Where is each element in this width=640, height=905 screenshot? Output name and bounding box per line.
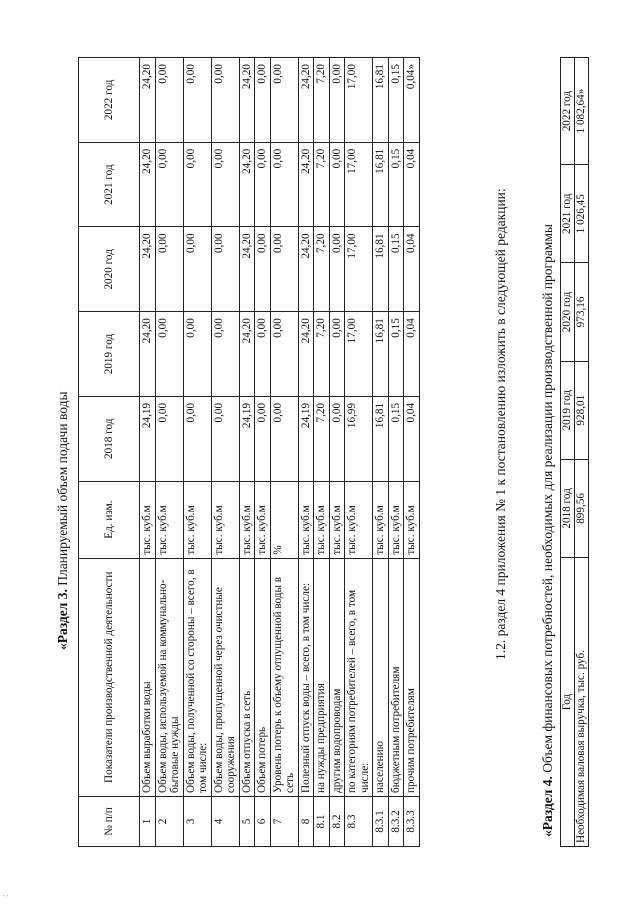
row-unit: тыс. куб.м <box>183 481 211 558</box>
row-number: 8.3.3 <box>404 796 420 846</box>
row-value: 24,20 <box>298 312 314 397</box>
row-value: 0,00 <box>270 227 298 312</box>
row-value: 0,00 <box>183 396 211 481</box>
row-value: 7,20 <box>314 396 330 481</box>
row-indicator: Объем воды, пропущенной через очистные сооружения <box>211 558 239 796</box>
row-unit: тыс. куб.м <box>140 481 156 558</box>
row-value: 17,00 <box>345 142 373 227</box>
section3-table-body <box>140 58 420 847</box>
row-value: 0,15 <box>388 142 404 227</box>
section4-year: 2019 год <box>561 361 575 459</box>
section3-row <box>298 58 314 847</box>
row-unit: тыс. куб.м <box>404 481 420 558</box>
section3-row <box>404 58 420 847</box>
row-number: 8.2 <box>329 796 345 846</box>
row-value: 0,00 <box>183 227 211 312</box>
row-value: 0,00 <box>211 396 239 481</box>
section3-title-text: Планируемый объем подачи воды <box>55 391 70 590</box>
row-value: 7,20 <box>314 142 330 227</box>
row-indicator: населению <box>373 558 389 796</box>
section3-row <box>314 58 330 847</box>
header-2020: 2020 год <box>79 227 140 312</box>
row-value: 0,04 <box>404 142 420 227</box>
section4-value: 1 082,64» <box>575 58 589 165</box>
section4-title <box>540 224 556 837</box>
row-unit: тыс. куб.м <box>211 481 239 558</box>
section4-year: 2021 год <box>561 165 575 263</box>
scan-margin-dots: : <box>0 894 10 897</box>
section3-row <box>211 58 239 847</box>
section4-value-row <box>575 58 589 847</box>
row-indicator: Объем воды, используемой на коммунально-бытовые нужды <box>155 558 183 796</box>
section3-header-row <box>79 58 140 847</box>
header-2021: 2021 год <box>79 142 140 227</box>
row-unit: тыс. куб.м <box>239 481 255 558</box>
row-value: 0,00 <box>270 142 298 227</box>
row-value: 0,00 <box>255 142 271 227</box>
row-value: 24,20 <box>239 142 255 227</box>
section3-row <box>183 58 211 847</box>
header-2019: 2019 год <box>79 312 140 397</box>
row-value: 24,19 <box>239 396 255 481</box>
row-unit: тыс. куб.м <box>345 481 373 558</box>
section3-row <box>155 58 183 847</box>
row-number: 8 <box>298 796 314 846</box>
row-value: 0,00 <box>329 396 345 481</box>
section3-row <box>373 58 389 847</box>
row-unit: тыс. куб.м <box>329 481 345 558</box>
row-value: 0,04 <box>404 312 420 397</box>
row-value: 17,00 <box>345 58 373 143</box>
row-value: 16,81 <box>373 396 389 481</box>
row-value: 17,00 <box>345 227 373 312</box>
row-value: 0,00 <box>211 312 239 397</box>
row-value: 17,00 <box>345 312 373 397</box>
row-unit: тыс. куб.м <box>314 481 330 558</box>
row-value: 24,20 <box>239 58 255 143</box>
row-value: 0,00 <box>183 142 211 227</box>
section4-value: 973,16 <box>575 263 589 361</box>
row-value: 24,20 <box>298 142 314 227</box>
row-value: 7,20 <box>314 227 330 312</box>
row-number: 3 <box>183 796 211 846</box>
row-unit: тыс. куб.м <box>255 481 271 558</box>
row-indicator: Уровень потерь к объему отпущенной воды в сеть <box>270 558 298 796</box>
row-indicator: на нужды предприятия <box>314 558 330 796</box>
section4-row-label: Необходимая валовая выручка, тыс. руб. <box>575 558 589 847</box>
row-value: 0,00 <box>183 58 211 143</box>
row-value: 0,00 <box>155 312 183 397</box>
row-value: 0,04 <box>404 396 420 481</box>
row-value: 24,20 <box>298 227 314 312</box>
row-indicator: Объем отпуска в сеть <box>239 558 255 796</box>
row-value: 0,00 <box>270 58 298 143</box>
row-value: 0,00 <box>155 227 183 312</box>
row-value: 16,81 <box>373 227 389 312</box>
row-number: 1 <box>140 796 156 846</box>
row-indicator: Объем потерь <box>255 558 271 796</box>
header-indicator: Показатели производственной деятельности <box>79 558 140 796</box>
section4-title-text: Объем финансовых потребностей, необходимых для реализации производственной программы <box>540 224 555 777</box>
row-number: 2 <box>155 796 183 846</box>
row-unit: % <box>270 481 298 558</box>
row-value: 0,00 <box>255 312 271 397</box>
section3-title <box>55 391 71 650</box>
row-value: 24,20 <box>298 58 314 143</box>
row-value: 0,00 <box>255 227 271 312</box>
header-num: № п/п <box>79 796 140 846</box>
row-value: 0,15 <box>388 312 404 397</box>
row-indicator: другим водопроводам <box>329 558 345 796</box>
row-number: 8.3 <box>345 796 373 846</box>
section4-header-row <box>561 58 575 847</box>
section3-row <box>329 58 345 847</box>
row-value: 0,00 <box>211 142 239 227</box>
row-value: 0,00 <box>155 142 183 227</box>
row-value: 0,00 <box>255 396 271 481</box>
section3-row <box>270 58 298 847</box>
row-indicator: Полезный отпуск воды – всего, в том числе: <box>298 558 314 796</box>
header-unit: Ед. изм. <box>79 481 140 558</box>
section3-row <box>345 58 373 847</box>
row-value: 0,00 <box>211 227 239 312</box>
section3-title-bold: «Раздел 3. <box>55 589 70 650</box>
row-value: 0,15 <box>388 227 404 312</box>
row-value: 0,00 <box>155 396 183 481</box>
row-number: 8.1 <box>314 796 330 846</box>
row-value: 0,00 <box>183 312 211 397</box>
section4-year-label: Год <box>561 558 575 847</box>
row-value: 24,19 <box>298 396 314 481</box>
row-indicator: бюджетным потребителям <box>388 558 404 796</box>
section4-value: 928,01 <box>575 361 589 459</box>
section3-table <box>78 57 420 847</box>
row-value: 0,04» <box>404 58 420 143</box>
row-value: 0,00 <box>155 58 183 143</box>
section3-row <box>255 58 271 847</box>
row-unit: тыс. куб.м <box>298 481 314 558</box>
row-value: 24,20 <box>239 312 255 397</box>
row-value: 24,19 <box>140 396 156 481</box>
row-value: 24,20 <box>140 58 156 143</box>
row-value: 0,00 <box>211 58 239 143</box>
section4-title-bold: «Раздел 4. <box>540 776 555 837</box>
row-indicator: Объем выработки воды <box>140 558 156 796</box>
section4-year: 2018 год <box>561 459 575 557</box>
row-value: 0,00 <box>270 396 298 481</box>
row-value: 7,20 <box>314 312 330 397</box>
section3-row <box>140 58 156 847</box>
row-value: 24,20 <box>140 227 156 312</box>
row-value: 0,15 <box>388 58 404 143</box>
section4-value: 1 026,45 <box>575 165 589 263</box>
row-indicator: по категориям потребителей – всего, в том числе: <box>345 558 373 796</box>
row-value: 16,99 <box>345 396 373 481</box>
row-unit: тыс. куб.м <box>388 481 404 558</box>
row-unit: тыс. куб.м <box>155 481 183 558</box>
row-value: 0,00 <box>255 58 271 143</box>
section4-year: 2020 год <box>561 263 575 361</box>
row-value: 16,81 <box>373 142 389 227</box>
row-value: 0,00 <box>329 227 345 312</box>
row-value: 24,20 <box>239 227 255 312</box>
row-number: 7 <box>270 796 298 846</box>
header-2022: 2022 год <box>79 58 140 143</box>
row-value: 0,00 <box>270 312 298 397</box>
row-value: 24,20 <box>140 142 156 227</box>
row-unit: тыс. куб.м <box>373 481 389 558</box>
row-value: 7,20 <box>314 58 330 143</box>
row-number: 6 <box>255 796 271 846</box>
row-value: 16,81 <box>373 312 389 397</box>
row-value: 0,00 <box>329 142 345 227</box>
row-value: 16,81 <box>373 58 389 143</box>
row-number: 8.3.2 <box>388 796 404 846</box>
section4-table <box>560 57 589 847</box>
row-value: 0,00 <box>329 312 345 397</box>
section3-row <box>239 58 255 847</box>
header-2018: 2018 год <box>79 396 140 481</box>
row-value: 0,15 <box>388 396 404 481</box>
section3-row <box>388 58 404 847</box>
row-number: 4 <box>211 796 239 846</box>
row-value: 24,20 <box>140 312 156 397</box>
row-indicator: Объем воды, полученной со стороны – всего, в том числе: <box>183 558 211 796</box>
row-indicator: прочим потребителям <box>404 558 420 796</box>
row-number: 5 <box>239 796 255 846</box>
section4-value: 899,56 <box>575 459 589 557</box>
row-number: 8.3.1 <box>373 796 389 846</box>
amendment-paragraph: 1.2. раздел 4 приложения № 1 к постановлению изложить в следующей редакции: <box>493 188 508 660</box>
row-value: 0,00 <box>329 58 345 143</box>
row-value: 0,04 <box>404 227 420 312</box>
section4-year: 2022 год <box>561 58 575 165</box>
